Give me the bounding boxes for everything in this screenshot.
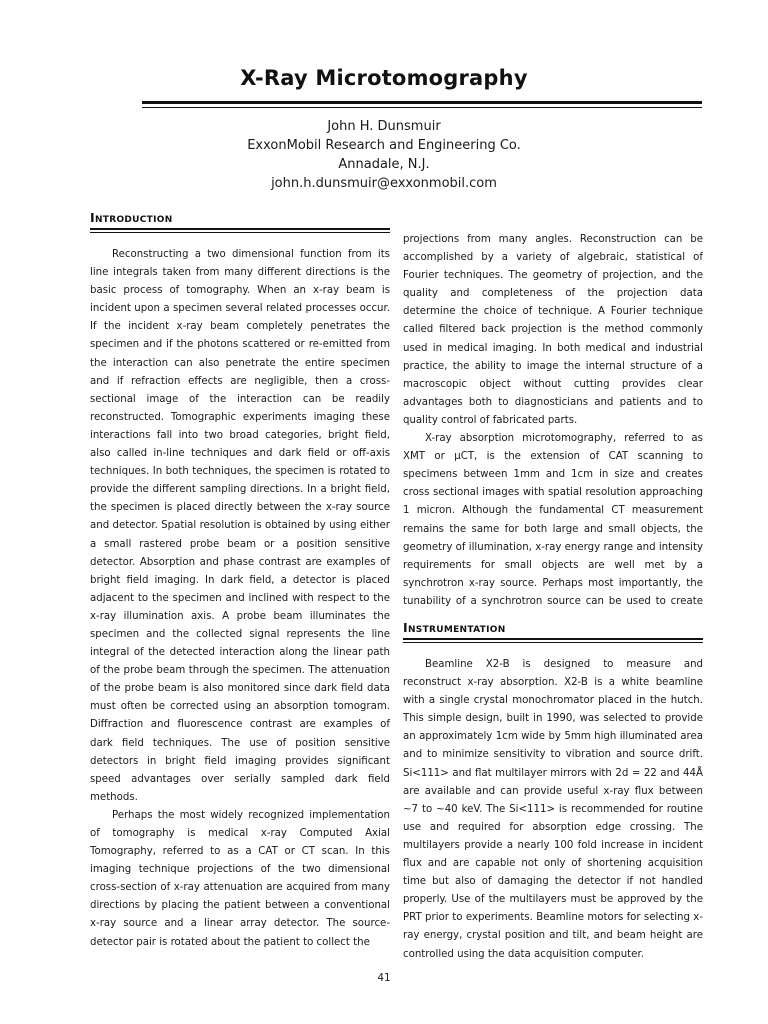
section-rule-thin bbox=[403, 642, 703, 643]
section-rule-thick bbox=[403, 638, 703, 640]
intro-paragraph-2: Perhaps the most widely recognized implementation of tomography is medical x-ray Computed Axial Tomography, referred to as a CAT or CT scan. In this imaging technique projections of the two dimensional cross-section of x-ray attenuation are acquired from many directions by placing the patient between a conventional x-ray source and a linear array detector. The source-detector pair is rotated about the patient to collect the bbox=[90, 809, 390, 948]
author-name: John H. Dunsmuir bbox=[327, 119, 441, 134]
author-location: Annadale, N.J. bbox=[338, 157, 430, 172]
author-block bbox=[0, 117, 768, 193]
instrumentation-paragraph-1: Beamline X2-B is designed to measure and reconstruct x-ray absorption. X2-B is a white beamline with a single crystal monochromator placed in the hutch. This simple design, built in 1990, was selected to provide an approximately 1cm wide by 5mm high illuminated area and to minimize sensitivity to vibration and source drift. Si<111> and flat multilayer mirrors with 2d = 22 and 44Å are available and can provide useful x-ray flux between ~7 to ~40 keV. The Si<111> is recommended for routine use and required for absorption edge crossing. The multilayers provide a nearly 100 fold increase in incident flux and are capable not only of shortening acquisition time but also of damaging the detector if not handled properly. Use of the multilayers must be approved by the PRT prior to experiments. Beamline motors for selecting x-ray energy, crystal position and tilt, and beam height are controlled using the data acquisition computer. bbox=[403, 659, 703, 960]
left-column bbox=[90, 246, 390, 966]
right-column-instrumentation bbox=[403, 656, 703, 966]
author-email: john.h.dunsmuir@exxonmobil.com bbox=[271, 176, 497, 191]
intro-paragraph-3: X-ray absorption microtomography, referred to as XMT or μCT, is the extension of CAT scanning to specimens between 1mm and 1cm in size and creates cross sectional images with spatial resolution approaching 1 micron. Although the fundamental CT measurement remains the same for both large and small objects, the geometry of illumination, x-ray energy range and intensity requirements for small objects are well met by a synchrotron x-ray source. Perhaps most importantly, the tunability of a synchrotron source can be used to create bbox=[403, 433, 703, 607]
title-rule-thick bbox=[142, 101, 702, 104]
section-rule-thick bbox=[90, 228, 390, 230]
section-heading-instrumentation: Instrumentation bbox=[403, 620, 506, 635]
section-heading-introduction: Introduction bbox=[90, 210, 173, 225]
intro-paragraph-1: Reconstructing a two dimensional function from its line integrals taken from many different directions is the basic process of tomography. When an x-ray beam is incident upon a specimen several related processes occur. If the incident x-ray beam completely penetrates the specimen and if the photons scattered or re-emitted from the interaction can also penetrate the entire specimen and if refraction effects are negligible, then a cross-sectional image of the interaction can be readily reconstructed. Tomographic experiments imaging these interactions fall into two broad categories, bright field, also called in-line techniques and dark field or off-axis techniques. In both techniques, the specimen is rotated to provide the different sampling directions. In a bright field, the specimen is placed directly between the x-ray source and detector. Spatial resolution is obtained by using either a small rastered probe beam or a position sensitive detector. Absorption and phase contrast are examples of bright field imaging. In dark field, a detector is placed adjacent to the specimen and inclined with respect to the x-ray illumination axis. A probe beam illuminates the specimen and the collected signal represents the line integral of the detected interaction along the linear path of the probe beam through the specimen. The attenuation of the probe beam is also monitored since dark field data must often be corrected using an absorption tomogram. Diffraction and fluorescence contrast are examples of dark field techniques. The use of position sensitive detectors in bright field imaging provides significant speed advantages over serially sampled dark field methods. bbox=[90, 249, 390, 803]
section-rule-thin bbox=[90, 232, 390, 233]
paper-title: X-Ray Microtomography bbox=[240, 66, 528, 90]
title-rule-thin bbox=[142, 107, 702, 108]
author-affiliation: ExxonMobil Research and Engineering Co. bbox=[247, 138, 521, 153]
right-column bbox=[403, 231, 703, 611]
intro-paragraph-2-continued: projections from many angles. Reconstruction can be accomplished by a variety of algebraic, statistical of Fourier techniques. The geometry of projection, and the quality and completeness of the projection data determine the choice of technique. A Fourier technique called filtered back projection is the method commonly used in medical imaging. In both medical and industrial practice, the ability to image the internal structure of a macroscopic object without cutting provides clear advantages both to diagnosticians and patients and to quality control of fabricated parts. bbox=[403, 234, 703, 426]
page-number: 41 bbox=[377, 972, 391, 984]
